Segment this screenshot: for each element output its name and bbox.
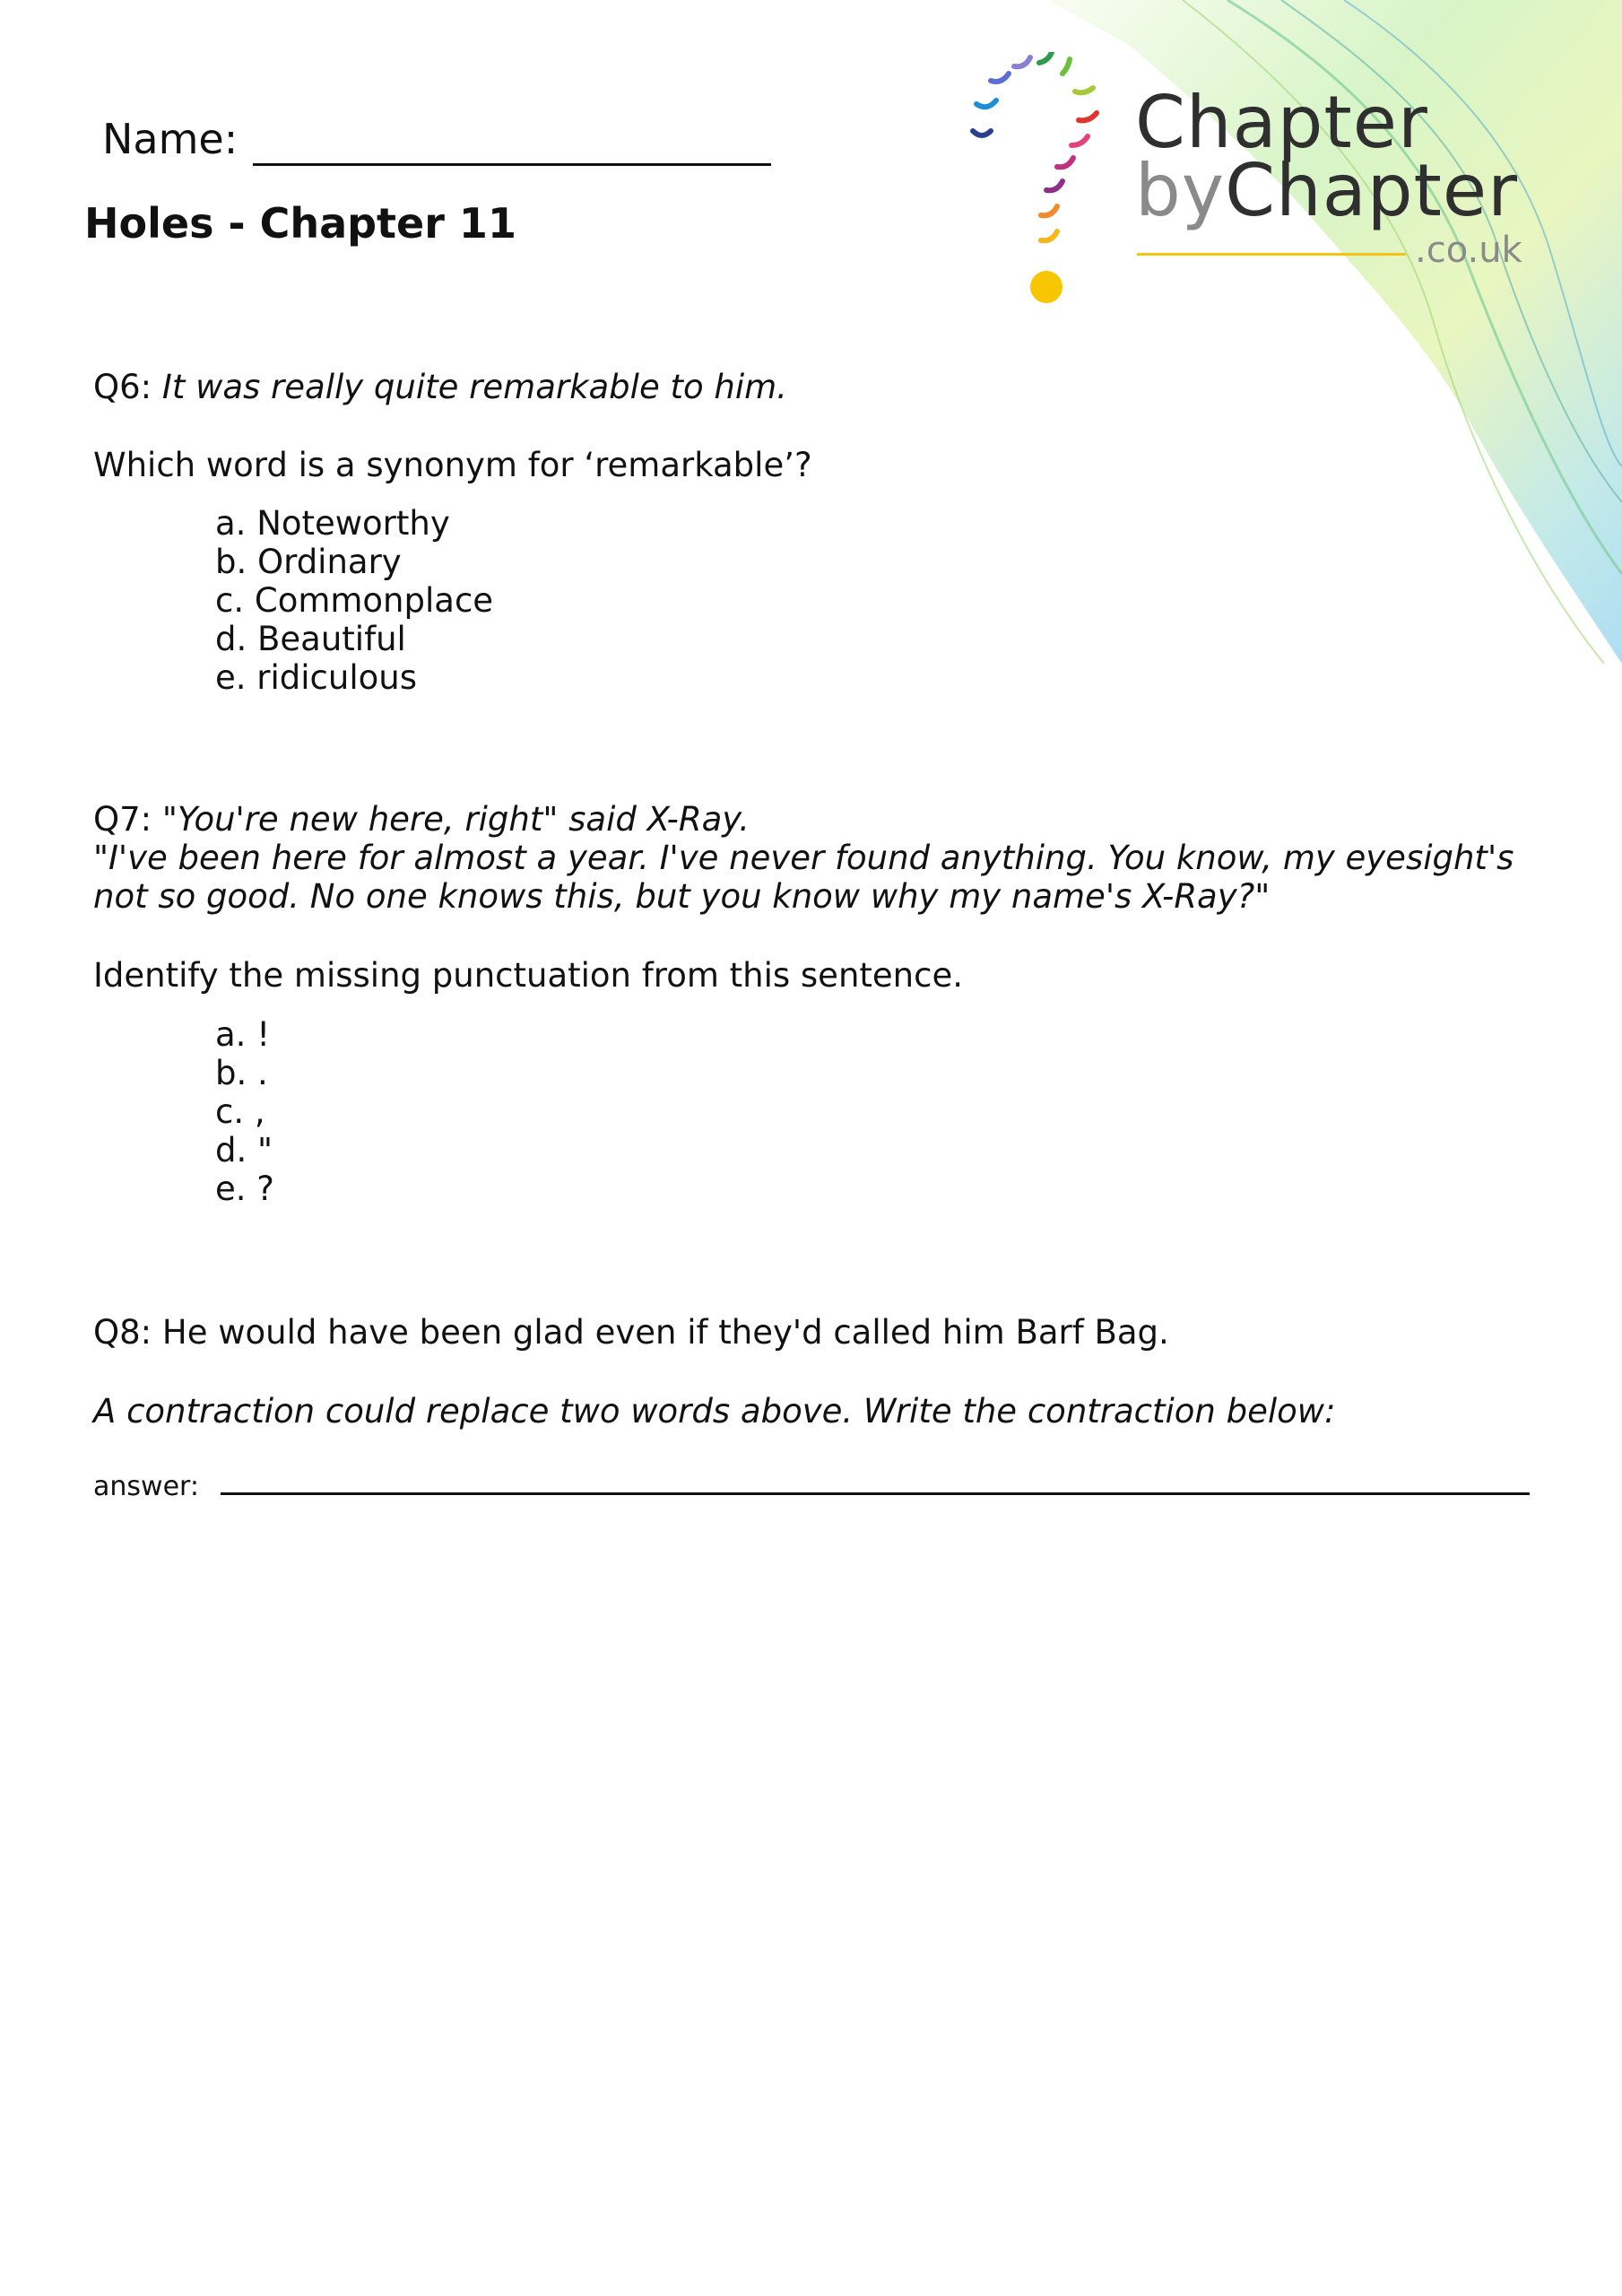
question-6-prompt: Which word is a synonym for ‘remarkable’? [93,446,812,484]
option[interactable]: e. ? [215,1170,274,1208]
option[interactable]: c. , [215,1092,265,1131]
question-8-prompt: A contraction could replace two words above. Write the contraction below: [93,1392,1336,1431]
question-6-options [215,504,493,697]
option[interactable]: c. Commonplace [215,581,494,620]
answer-label: answer: [93,1471,199,1502]
brand-underline [1137,253,1406,256]
question-6-quote: It was really quite remarkable to him. [161,368,787,406]
option[interactable]: a. ! [215,1015,271,1054]
option[interactable]: b. . [215,1054,268,1092]
question-7-options [215,1015,274,1208]
brand-chapter: Chapter [1225,149,1518,232]
option[interactable]: d. " [215,1131,273,1170]
question-7-quote-3: not so good. No one knows this, but you know why my name's X-Ray?" [93,877,1271,916]
chapter-logo-icon [964,52,1116,312]
question-7-quote-1: "You're new here, right" said X-Ray. [161,800,750,839]
answer-field-line[interactable] [221,1492,1530,1495]
brand-wordmark [1135,81,1518,232]
question-7 [93,800,1514,916]
question-8-sentence: He would have been glad even if they'd called him Barf Bag. [161,1313,1169,1352]
name-field-line[interactable] [253,163,771,166]
question-7-prompt: Identify the missing punctuation from this sentence. [93,956,963,995]
brand-line-1: Chapter [1135,81,1428,164]
option[interactable]: e. ridiculous [215,658,417,697]
option[interactable]: b. Ordinary [215,543,402,581]
question-6 [93,368,787,406]
brand-line-2 [1135,149,1518,232]
question-6-label: Q6: [93,368,152,406]
page-title: Holes - Chapter 11 [84,199,516,248]
option[interactable]: a. Noteworthy [215,504,450,543]
option[interactable]: d. Beautiful [215,620,406,658]
brand-by: by [1135,149,1226,232]
name-label: Name: [102,115,239,163]
question-7-quote-2: "I've been here for almost a year. I've never found anything. You know, my eyesight's [93,839,1514,877]
question-8-label: Q8: [93,1313,152,1352]
question-7-label: Q7: [93,800,152,839]
question-8 [93,1313,1169,1352]
brand-domain: .co.uk [1415,230,1522,271]
